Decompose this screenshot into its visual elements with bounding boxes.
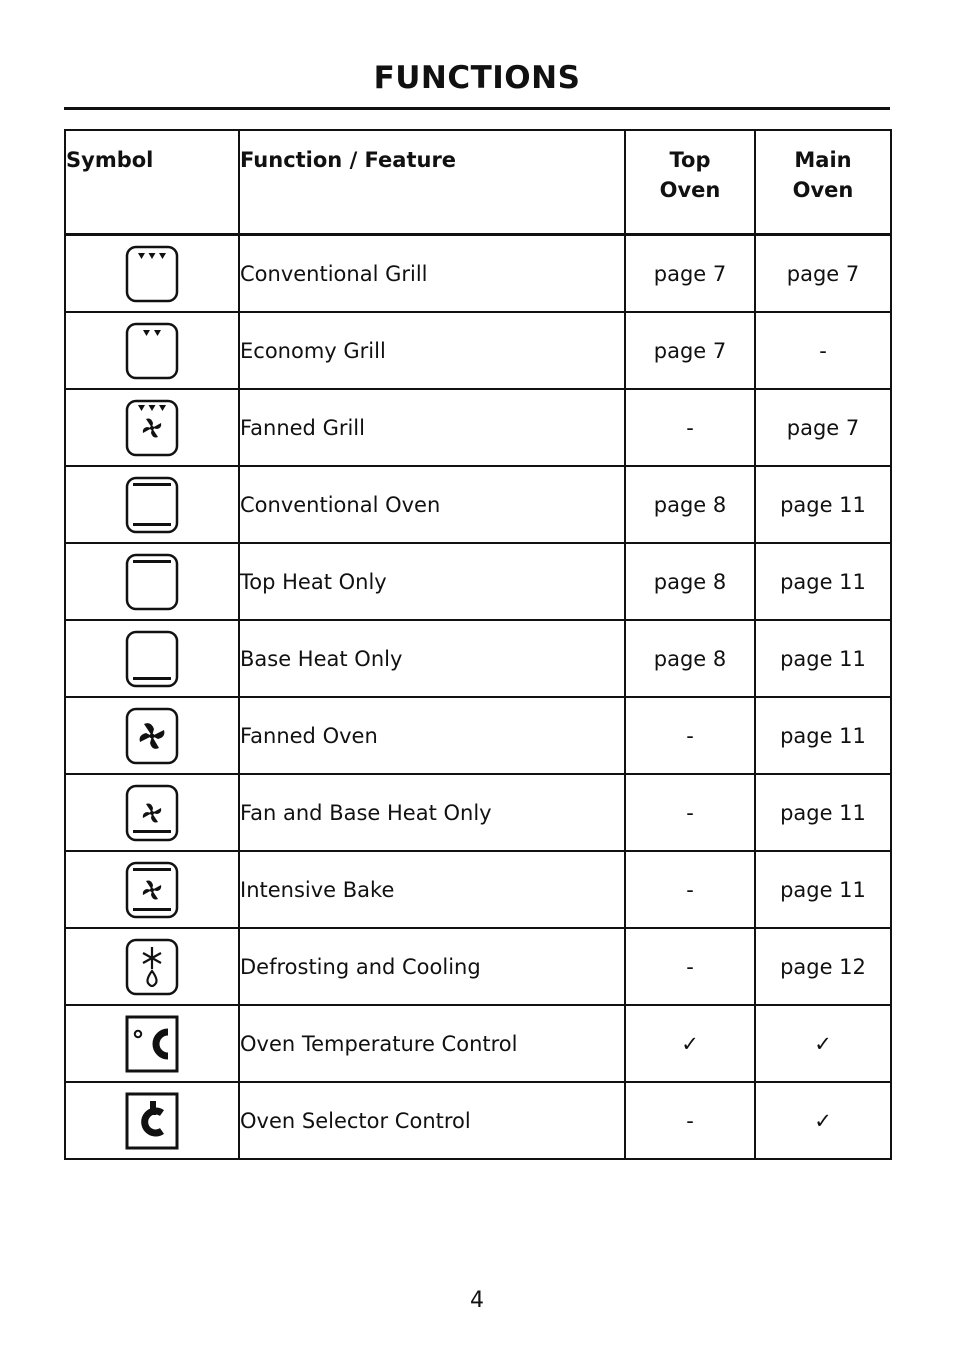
economy-grill-icon (124, 321, 180, 381)
main-oven-cell (755, 466, 891, 543)
top-oven-ref: page 8 (653, 646, 727, 671)
function-name: Intensive Bake (240, 877, 395, 902)
top-oven-ref: page 7 (653, 261, 727, 286)
top-oven-ref: - (686, 954, 694, 979)
function-name: Fanned Grill (240, 415, 365, 440)
symbol-cell (65, 389, 239, 466)
top-oven-ref: - (686, 1108, 694, 1133)
top-oven-cell (625, 851, 755, 928)
base-heat-icon (124, 629, 180, 689)
main-oven-cell (755, 1005, 891, 1082)
main-oven-ref: page 11 (780, 646, 866, 671)
top-oven-ref: - (686, 877, 694, 902)
intensive-bake-icon (124, 860, 180, 920)
main-oven-ref: ✓ (814, 1108, 832, 1133)
header-top-oven: Top Oven (625, 130, 755, 235)
fanned-grill-icon (124, 398, 180, 458)
main-oven-cell (755, 312, 891, 389)
table-row (65, 389, 891, 466)
symbol-cell (65, 235, 239, 313)
function-feature-cell (239, 774, 625, 851)
top-oven-ref: ✓ (681, 1031, 699, 1056)
function-feature-cell (239, 466, 625, 543)
main-oven-cell (755, 620, 891, 697)
top-oven-ref: - (686, 415, 694, 440)
symbol-cell (65, 774, 239, 851)
main-oven-ref: - (819, 338, 827, 363)
top-oven-cell (625, 543, 755, 620)
function-name: Defrosting and Cooling (240, 954, 481, 979)
page-number: 4 (470, 1288, 484, 1313)
table-row (65, 1005, 891, 1082)
defrost-cool-icon (124, 937, 180, 997)
main-oven-cell (755, 851, 891, 928)
function-feature-cell (239, 928, 625, 1005)
function-name: Base Heat Only (240, 646, 403, 671)
main-oven-ref: page 11 (780, 492, 866, 517)
function-name: Fanned Oven (240, 723, 378, 748)
top-oven-cell (625, 774, 755, 851)
function-name: Conventional Grill (240, 261, 428, 286)
fan-base-heat-icon (124, 783, 180, 843)
function-feature-cell (239, 1082, 625, 1159)
table-row (65, 851, 891, 928)
top-oven-cell (625, 389, 755, 466)
table-row (65, 620, 891, 697)
main-oven-ref: page 7 (786, 261, 860, 286)
function-name: Conventional Oven (240, 492, 441, 517)
top-oven-ref: page 8 (653, 492, 727, 517)
main-oven-ref: page 11 (780, 723, 866, 748)
top-oven-cell (625, 1005, 755, 1082)
top-oven-ref: page 7 (653, 338, 727, 363)
top-oven-cell (625, 312, 755, 389)
main-oven-cell (755, 235, 891, 313)
table-row (65, 312, 891, 389)
symbol-cell (65, 466, 239, 543)
main-oven-cell (755, 1082, 891, 1159)
function-feature-cell (239, 312, 625, 389)
top-oven-ref: - (686, 800, 694, 825)
title-divider (64, 107, 890, 110)
function-feature-cell (239, 620, 625, 697)
function-name: Oven Selector Control (240, 1108, 471, 1133)
top-oven-ref: - (686, 723, 694, 748)
table-row (65, 928, 891, 1005)
main-oven-ref: page 7 (786, 415, 860, 440)
top-oven-cell (625, 1082, 755, 1159)
symbol-cell (65, 620, 239, 697)
main-oven-ref: page 11 (780, 800, 866, 825)
table-row (65, 697, 891, 774)
symbol-cell (65, 928, 239, 1005)
main-oven-cell (755, 774, 891, 851)
top-oven-cell (625, 235, 755, 313)
function-name: Top Heat Only (240, 569, 387, 594)
main-oven-cell (755, 543, 891, 620)
table-row (65, 774, 891, 851)
function-feature-cell (239, 235, 625, 313)
header-main-oven: Main Oven (755, 130, 891, 235)
function-feature-cell (239, 851, 625, 928)
function-feature-cell (239, 697, 625, 774)
function-feature-cell (239, 543, 625, 620)
symbol-cell (65, 312, 239, 389)
page-title: FUNCTIONS (373, 60, 581, 96)
temperature-control-icon (124, 1014, 180, 1074)
symbol-cell (65, 543, 239, 620)
function-name: Economy Grill (240, 338, 386, 363)
header-symbol: Symbol (65, 130, 239, 235)
symbol-cell (65, 1005, 239, 1082)
table-header-row (65, 130, 891, 235)
function-name: Oven Temperature Control (240, 1031, 518, 1056)
top-oven-cell (625, 620, 755, 697)
fanned-oven-icon (124, 706, 180, 766)
main-oven-cell (755, 928, 891, 1005)
conventional-oven-icon (124, 475, 180, 535)
symbol-cell (65, 1082, 239, 1159)
main-oven-ref: page 11 (780, 569, 866, 594)
table-row (65, 543, 891, 620)
conventional-grill-icon (124, 244, 180, 304)
main-oven-ref: ✓ (814, 1031, 832, 1056)
function-feature-cell (239, 1005, 625, 1082)
function-name: Fan and Base Heat Only (240, 800, 492, 825)
main-oven-ref: page 11 (780, 877, 866, 902)
symbol-cell (65, 851, 239, 928)
top-oven-cell (625, 697, 755, 774)
top-oven-ref: page 8 (653, 569, 727, 594)
table-row (65, 466, 891, 543)
top-oven-cell (625, 928, 755, 1005)
function-feature-cell (239, 389, 625, 466)
table-row (65, 235, 891, 313)
main-oven-cell (755, 697, 891, 774)
main-oven-ref: page 12 (780, 954, 866, 979)
header-function-feature: Function / Feature (239, 130, 625, 235)
top-heat-icon (124, 552, 180, 612)
functions-table (64, 129, 892, 1160)
main-oven-cell (755, 389, 891, 466)
selector-control-icon (124, 1091, 180, 1151)
symbol-cell (65, 697, 239, 774)
top-oven-cell (625, 466, 755, 543)
table-row (65, 1082, 891, 1159)
